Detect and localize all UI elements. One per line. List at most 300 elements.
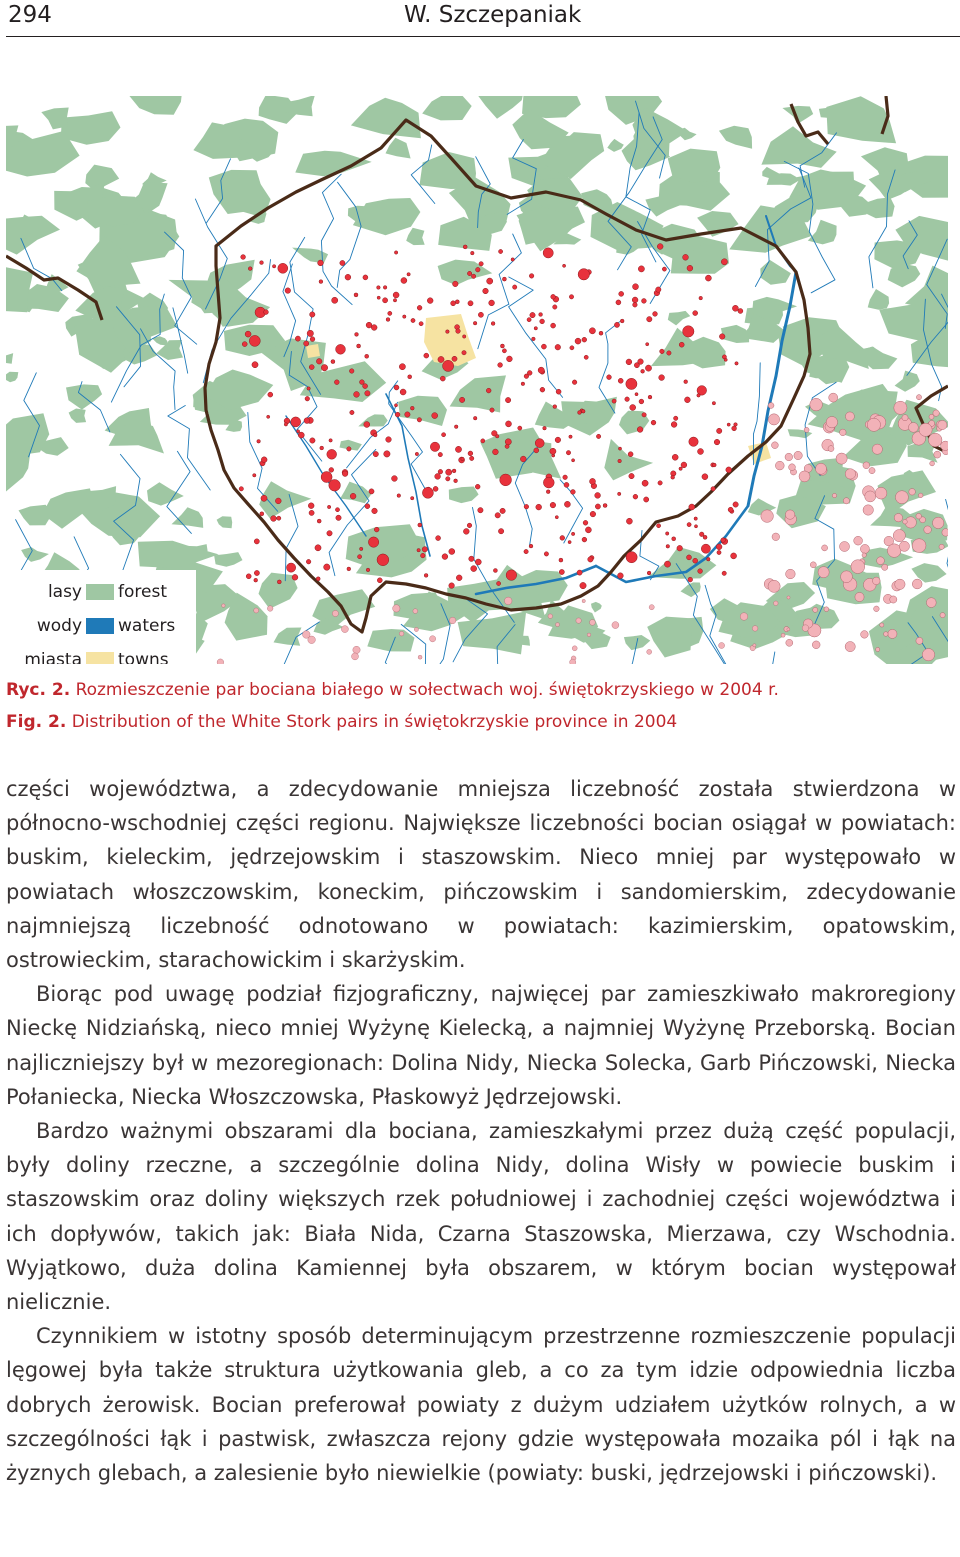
outside-stork-point [855,592,864,601]
stork-pair-point [563,264,566,267]
outside-stork-point [810,562,816,568]
stork-pair-point [254,539,259,544]
stork-pair-point [490,408,494,412]
page-number: 294 [8,2,52,28]
outside-stork-point [895,579,905,589]
outside-stork-point [781,633,785,637]
stork-pair-point [555,437,561,443]
stork-pair-point [324,564,330,570]
outside-stork-point [399,631,404,636]
stork-pair-point [645,365,651,371]
stork-pair-point [393,299,396,302]
outside-stork-point [876,647,880,651]
forest-patch [193,122,240,158]
stork-pair-point [733,502,738,507]
stork-pair-point [505,439,511,445]
stork-pair-point [712,402,715,405]
outside-stork-point [845,412,854,421]
outside-stork-point [768,580,780,592]
stork-pair-point [641,369,645,373]
outside-stork-point [504,597,512,605]
outside-stork-point [267,606,273,612]
stork-pair-point [495,513,500,518]
stork-pair-point [430,442,439,451]
stork-pair-point [438,452,442,456]
caption-en [6,712,956,732]
stork-pair-point [632,297,638,303]
stork-pair-point [717,428,722,433]
stork-pair-point [677,545,683,551]
stork-pair-point [261,457,267,463]
outside-stork-point [930,461,935,466]
outside-stork-point [719,643,725,649]
stork-pair-point [411,497,414,500]
stork-pair-point [582,410,586,414]
forest-patch [21,547,49,562]
stork-pair-point [462,351,466,355]
outside-stork-point [882,564,888,570]
stork-pair-point [394,404,397,407]
stork-pair-point [672,537,676,541]
stork-pair-point [475,559,481,565]
forest-patch [647,617,692,658]
stork-pair-point [467,523,472,528]
stork-pair-point [688,577,693,582]
forest-patch [259,481,311,519]
stork-pair-point [350,410,354,414]
stork-pair-point [291,417,301,427]
stork-pair-point [383,298,388,303]
stork-pair-point [607,375,612,380]
paragraph: Czynnikiem w istotny sposób determinującym przestrzenne rozmieszczenie populacji lęgowej była także struktura użytkowania gleb, a co za tym idzie odpowiednia liczba dobrych żerowisk. Bocian preferował powiaty z dużym udziałem użytków rolnych, a w szczególności łąk i pastwisk, zwłaszcza rejony gdzie występowała mozaika pól i łąk na żyznych glebach, a zalesienie było niewielkie (powiaty: buski, jędrzejowski i pińczowski). [6,1324,956,1486]
stork-pair-point [310,337,315,342]
stork-pair-point [272,265,275,268]
stork-pair-point [400,389,406,395]
stork-pair-point [446,469,452,475]
outside-stork-point [556,623,560,627]
stork-pair-point [529,274,534,279]
stork-pair-point [664,561,670,567]
stork-pair-point [642,480,648,486]
stork-pair-point [388,311,392,315]
outside-stork-point [775,461,784,470]
stork-pair-point [618,447,621,450]
forest-patch [868,289,889,310]
stork-pair-point [242,342,247,347]
stork-pair-point [432,413,438,419]
stork-pair-point [658,481,662,485]
stork-pair-point [473,416,477,420]
outside-stork-point [841,571,853,583]
stork-pair-point [327,531,332,536]
stork-pair-point [513,285,517,289]
forest-patch [295,151,371,177]
outside-stork-point [353,646,360,653]
stork-pair-point [438,356,444,362]
stork-pair-point [628,452,633,457]
stork-pair-point [694,525,697,528]
stork-pair-point [354,293,358,297]
outside-stork-point [912,539,926,553]
stork-pair-point [647,571,651,575]
forest-patch [126,96,184,115]
stork-pair-point [541,344,546,349]
stork-pair-point [571,490,576,495]
stork-pair-point [578,411,582,415]
stork-pair-point [421,553,426,558]
stork-pair-point [527,371,532,376]
outside-stork-point [928,433,942,447]
stork-pair-point [239,487,243,491]
stork-pair-point [248,267,252,271]
stork-pair-point [681,462,687,468]
outside-stork-point [572,646,577,651]
stork-pair-point [559,569,564,574]
stork-pair-point [366,568,370,572]
stork-pair-point [427,298,433,304]
stork-pair-point [329,439,332,442]
stork-pair-point [666,545,670,549]
stork-pair-point [471,566,477,572]
stork-pair-point [642,299,647,304]
stork-pair-point [582,337,587,342]
outside-stork-point [761,510,774,523]
outside-stork-point [740,613,748,621]
stork-pair-point [582,537,587,542]
stork-pair-point [374,527,379,532]
stork-pair-point [684,380,688,384]
stork-pair-point [502,277,506,281]
stork-pair-point [452,356,457,361]
outside-stork-point [818,567,829,578]
stork-pair-point [642,413,646,417]
stork-pair-point [435,474,441,480]
stork-pair-point [392,476,398,482]
stork-pair-point [245,331,251,337]
stork-pair-point [634,363,639,368]
caption-en-text: Distribution of the White Stork pairs in świętokrzyskie province in 2004 [71,712,678,732]
stork-pair-point [489,300,495,306]
stork-pair-point [563,475,568,480]
stork-pair-point [397,494,401,498]
outside-stork-point [933,410,939,416]
stork-pair-point [470,456,474,460]
outside-stork-point [449,617,456,624]
stork-pair-point [304,418,310,424]
stork-pair-point [683,254,689,260]
outside-stork-point [873,577,881,585]
stork-pair-point [316,577,320,581]
outside-stork-point [884,632,889,637]
stork-pair-point [630,405,636,411]
stork-pair-point [486,388,491,393]
legend-forest [6,576,196,610]
stork-pair-point [278,263,288,273]
outside-stork-point [843,498,849,504]
stork-pair-point [648,395,652,399]
outside-stork-point [785,510,794,519]
outside-stork-point [894,514,902,522]
stork-pair-point [336,344,346,354]
stork-pair-point [590,511,596,517]
stork-pair-point [260,512,264,516]
stork-pair-point [536,504,542,510]
stork-pair-point [553,305,557,309]
stork-pair-point [714,439,720,445]
stork-pair-point [575,338,581,344]
stork-pair-point [365,504,370,509]
forest-patch [41,108,68,130]
outside-stork-point [430,636,436,642]
outside-stork-point [582,599,585,602]
legend-waters [6,610,196,644]
stork-pair-point [453,281,459,287]
stork-pair-point [275,498,281,504]
outside-stork-point [912,579,922,589]
stork-pair-point [544,552,548,556]
stork-pair-point [707,557,711,561]
outside-stork-point [939,544,944,549]
stork-pair-point [329,468,334,473]
stork-pair-point [415,452,418,455]
stork-pair-point [456,329,461,334]
header-rule [6,36,960,37]
stork-pair-point [701,544,710,553]
outside-stork-point [799,471,810,482]
stork-pair-point [309,510,314,515]
stork-pair-point [417,305,422,310]
outside-stork-point [826,417,837,428]
stork-pair-point [550,502,556,508]
outside-stork-point [865,491,876,502]
stork-pair-point [399,364,405,370]
stork-pair-point [335,508,339,512]
stork-pair-point [459,397,464,402]
stork-pair-point [386,437,392,443]
stork-pair-point [727,423,730,426]
stork-pair-point [393,292,399,298]
stork-pair-point [626,378,637,389]
stork-pair-point [498,529,503,534]
outside-stork-point [942,529,948,537]
forest-patch [681,582,701,597]
outside-stork-point [612,622,619,629]
outside-stork-point [332,610,338,616]
stork-pair-point [726,467,732,473]
outside-stork-point [341,626,348,633]
stork-pair-point [491,322,495,326]
stork-pair-point [246,574,251,579]
stork-pair-point [284,423,287,426]
stork-pair-point [417,418,421,422]
stork-pair-point [442,433,446,437]
stork-pair-point [377,296,380,299]
outside-stork-point [587,633,591,637]
stork-pair-point [327,505,330,508]
forest-patch [719,126,752,149]
stork-pair-point [304,341,309,346]
stork-pair-point [689,504,695,510]
stork-pair-point [307,330,313,336]
outside-stork-point [899,541,909,551]
outside-stork-point [929,414,934,419]
stork-pair-point [310,438,315,443]
stork-pair-point [446,477,450,481]
outside-stork-point [772,442,779,449]
stork-pair-point [463,245,467,249]
stork-pair-point [626,552,637,563]
stork-pair-point [454,479,458,483]
stork-pair-point [534,327,537,330]
outside-stork-point [903,519,908,524]
outside-stork-point [789,464,796,471]
stork-pair-point [253,474,256,477]
outside-stork-point [753,644,756,647]
stork-pair-point [267,415,270,418]
outside-stork-point [840,429,847,436]
stork-pair-point [306,559,311,564]
forest-patch [353,198,421,235]
forest-patch [762,167,779,180]
forest-patch [422,96,472,120]
stork-pair-point [732,426,737,431]
stork-pair-point [699,532,704,537]
outside-stork-point [909,489,916,496]
forest-patch [450,375,506,412]
stork-pair-point [321,365,327,371]
stork-pair-point [363,384,368,389]
stork-pair-point [551,294,556,299]
outside-stork-point [802,625,809,632]
stork-pair-point [717,550,721,554]
stork-pair-point [452,469,456,473]
outside-stork-point [836,453,847,464]
body-text [6,772,956,1490]
outside-stork-point [772,533,780,541]
stork-pair-point [340,260,345,265]
outside-stork-point [924,526,932,534]
stork-pair-point [683,326,694,337]
forest-patch [69,409,87,423]
stork-pair-point [626,359,632,365]
forest-patch [607,139,624,152]
forest-patch [61,111,121,145]
stork-pair-point [502,349,506,353]
outside-stork-point [352,653,359,660]
stork-pair-point [618,573,624,579]
stork-pair-point [507,356,513,362]
waters-swatch [86,618,114,634]
outside-stork-point [863,505,873,515]
stork-pair-point [307,387,310,390]
stork-pair-point [455,300,459,304]
stork-pair-point [687,523,691,527]
outside-stork-point [570,659,576,664]
stork-pair-point [395,412,400,417]
stork-pair-point [679,342,684,347]
stork-pair-point [539,313,543,317]
stork-pair-point [422,547,427,552]
stork-pair-point [529,544,533,548]
stork-pair-point [550,448,556,454]
stork-pair-point [476,267,481,272]
outside-stork-point [254,608,259,613]
stork-pair-point [366,322,372,328]
outside-stork-point [926,598,936,608]
stork-pair-point [446,330,450,334]
outside-stork-point [785,453,793,461]
stork-pair-point [616,300,621,305]
stork-pair-point [524,504,529,509]
stork-pair-point [349,369,354,374]
outside-stork-point [941,441,948,450]
outside-stork-point [916,513,922,519]
stork-pair-point [633,284,639,290]
outside-stork-point [816,463,827,474]
outside-stork-point [217,659,224,664]
stork-pair-point [619,291,624,296]
stork-pair-point [731,553,737,559]
outside-stork-point [861,631,869,639]
stork-pair-point [252,362,258,368]
outside-stork-point [895,491,908,504]
stork-pair-point [321,472,332,483]
stork-pair-point [357,344,361,348]
stork-pair-point [657,524,661,528]
stork-pair-point [310,312,315,317]
stork-pair-point [498,363,503,368]
stork-pair-point [599,331,603,335]
stork-pair-point [633,303,638,308]
stream [321,174,352,304]
outside-stork-point [828,446,834,452]
outside-stork-point [918,493,923,498]
outside-stork-point [822,545,828,551]
stork-pair-point [540,387,545,392]
stork-pair-point [449,583,455,589]
stork-pair-point [679,467,682,470]
stork-pair-point [543,248,553,258]
stork-pair-point [442,554,448,560]
outside-stork-point [934,451,941,458]
stork-pair-point [332,297,338,303]
stork-pair-point [667,351,671,355]
stork-pair-point [364,422,370,428]
outside-stork-point [824,607,829,612]
stork-pair-point [471,274,475,278]
stork-pair-point [377,286,381,290]
outside-stork-point [752,626,758,632]
stork-pair-point [738,309,743,314]
stork-pair-point [407,273,410,276]
stork-pair-point [711,487,715,491]
stork-pair-point [254,570,259,575]
stork-pair-point [620,319,624,323]
stork-pair-point [721,259,727,265]
stork-pair-point [436,536,441,541]
outside-stork-point [829,393,838,402]
stork-pair-point [298,432,304,438]
stork-pair-point [360,380,365,385]
forest-patch [147,482,184,505]
forest-patch [449,487,479,504]
stork-pair-point [506,570,517,581]
outside-stork-point [845,469,855,479]
stork-pair-point [556,389,561,394]
outside-stork-point [786,639,793,646]
stork-pair-point [308,503,314,509]
outside-stork-point [786,569,796,579]
